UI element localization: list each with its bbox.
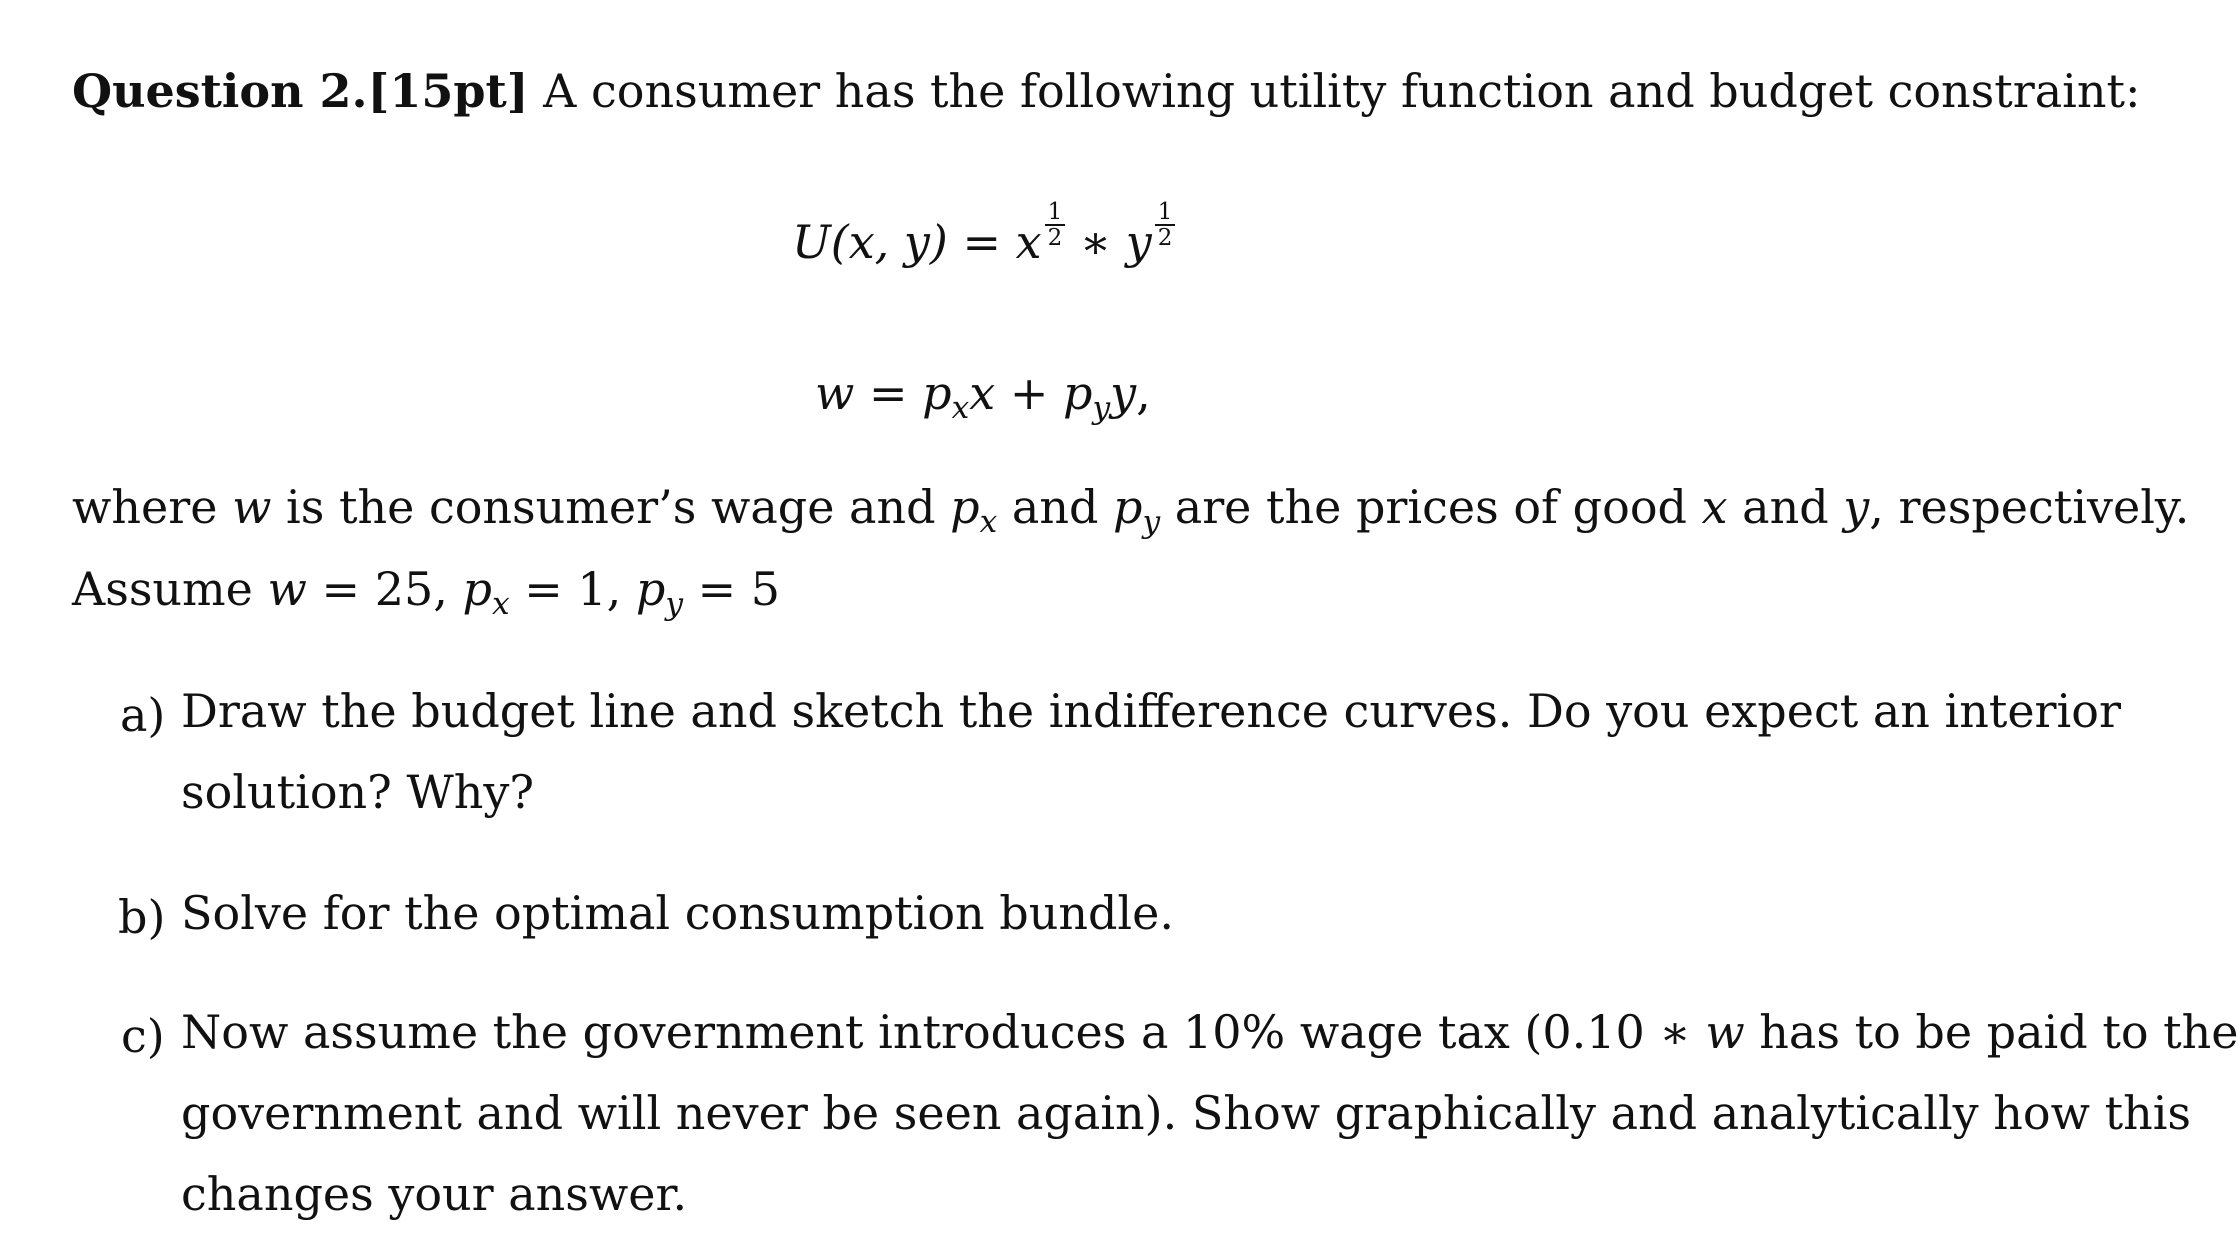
budget-py-sub: y xyxy=(1092,389,1111,426)
budget-py: p xyxy=(1063,366,1093,420)
question-points: [15pt] xyxy=(367,64,529,118)
exponent-x xyxy=(1045,200,1066,250)
where-py: p xyxy=(1113,480,1143,534)
exponent-y-num: 1 xyxy=(1155,200,1176,226)
item-c-line-3: changes your answer. xyxy=(181,1167,688,1221)
assume-px: p xyxy=(462,562,492,616)
where-px: p xyxy=(950,480,980,534)
budget-px-sub: x xyxy=(951,389,970,426)
budget-plus: + xyxy=(995,366,1064,420)
where-text-3: and xyxy=(997,480,1114,534)
where-text-2: is the consumer’s wage and xyxy=(271,480,951,534)
budget-y: y xyxy=(1110,366,1137,420)
budget-x: x xyxy=(969,366,996,420)
assume-text: Assume xyxy=(72,562,268,616)
question-intro: A consumer has the following utility function and budget constraint: xyxy=(528,64,2141,118)
budget-eq: = xyxy=(854,366,923,420)
item-c-label: c) xyxy=(121,1009,165,1063)
item-a-line-1: Draw the budget line and sketch the indifference curves. Do you expect an interior xyxy=(181,684,2121,738)
exponent-x-num: 1 xyxy=(1045,200,1066,226)
where-text-5: and xyxy=(1727,480,1844,534)
budget-px: p xyxy=(922,366,952,420)
where-x: x xyxy=(1701,480,1728,534)
assume-w: w xyxy=(267,562,307,616)
question-label: Question 2. xyxy=(72,64,368,118)
item-c-line-1-post: has to be paid to the xyxy=(1744,1005,2238,1059)
where-text-6: , respectively. xyxy=(1869,480,2190,534)
where-y: y xyxy=(1843,480,1870,534)
budget-w: w xyxy=(815,366,855,420)
assume-line xyxy=(72,562,781,622)
where-w: w xyxy=(232,480,272,534)
assume-py-sub: y xyxy=(665,585,684,622)
item-b-label: b) xyxy=(118,890,166,944)
item-c-w: w xyxy=(1705,1005,1745,1059)
budget-comma: , xyxy=(1136,366,1151,420)
assume-px-sub: x xyxy=(491,585,510,622)
item-c-line-2: government and will never be seen again). Show graphically and analytically how this xyxy=(181,1086,2192,1140)
item-b-line-1: Solve for the optimal consumption bundle. xyxy=(181,886,1174,940)
utility-lhs: U(x, y) = x xyxy=(792,214,1042,269)
budget-equation xyxy=(815,366,1151,426)
where-px-sub: x xyxy=(979,503,998,540)
assume-eq-1: = 25, xyxy=(306,562,463,616)
where-text-1: where xyxy=(72,480,233,534)
exponent-x-den: 2 xyxy=(1047,225,1063,252)
assume-eq-2: = 1, xyxy=(509,562,636,616)
where-line xyxy=(72,480,2190,540)
where-text-4: are the prices of good xyxy=(1160,480,1702,534)
item-a-line-2: solution? Why? xyxy=(181,765,534,819)
utility-mid: ∗ y xyxy=(1065,214,1152,269)
assume-py: p xyxy=(635,562,666,616)
where-py-sub: y xyxy=(1142,503,1161,540)
assume-eq-3: = 5 xyxy=(683,562,781,616)
item-c-line-1-pre: Now assume the government introduces a 10% wage tax (0.10 ∗ xyxy=(181,1005,1706,1059)
utility-equation xyxy=(792,199,1175,269)
item-a-label: a) xyxy=(120,688,166,742)
exponent-y-den: 2 xyxy=(1157,225,1173,252)
exponent-y xyxy=(1155,200,1176,250)
item-c-line-1 xyxy=(181,1005,2238,1059)
question-header xyxy=(72,64,2141,118)
